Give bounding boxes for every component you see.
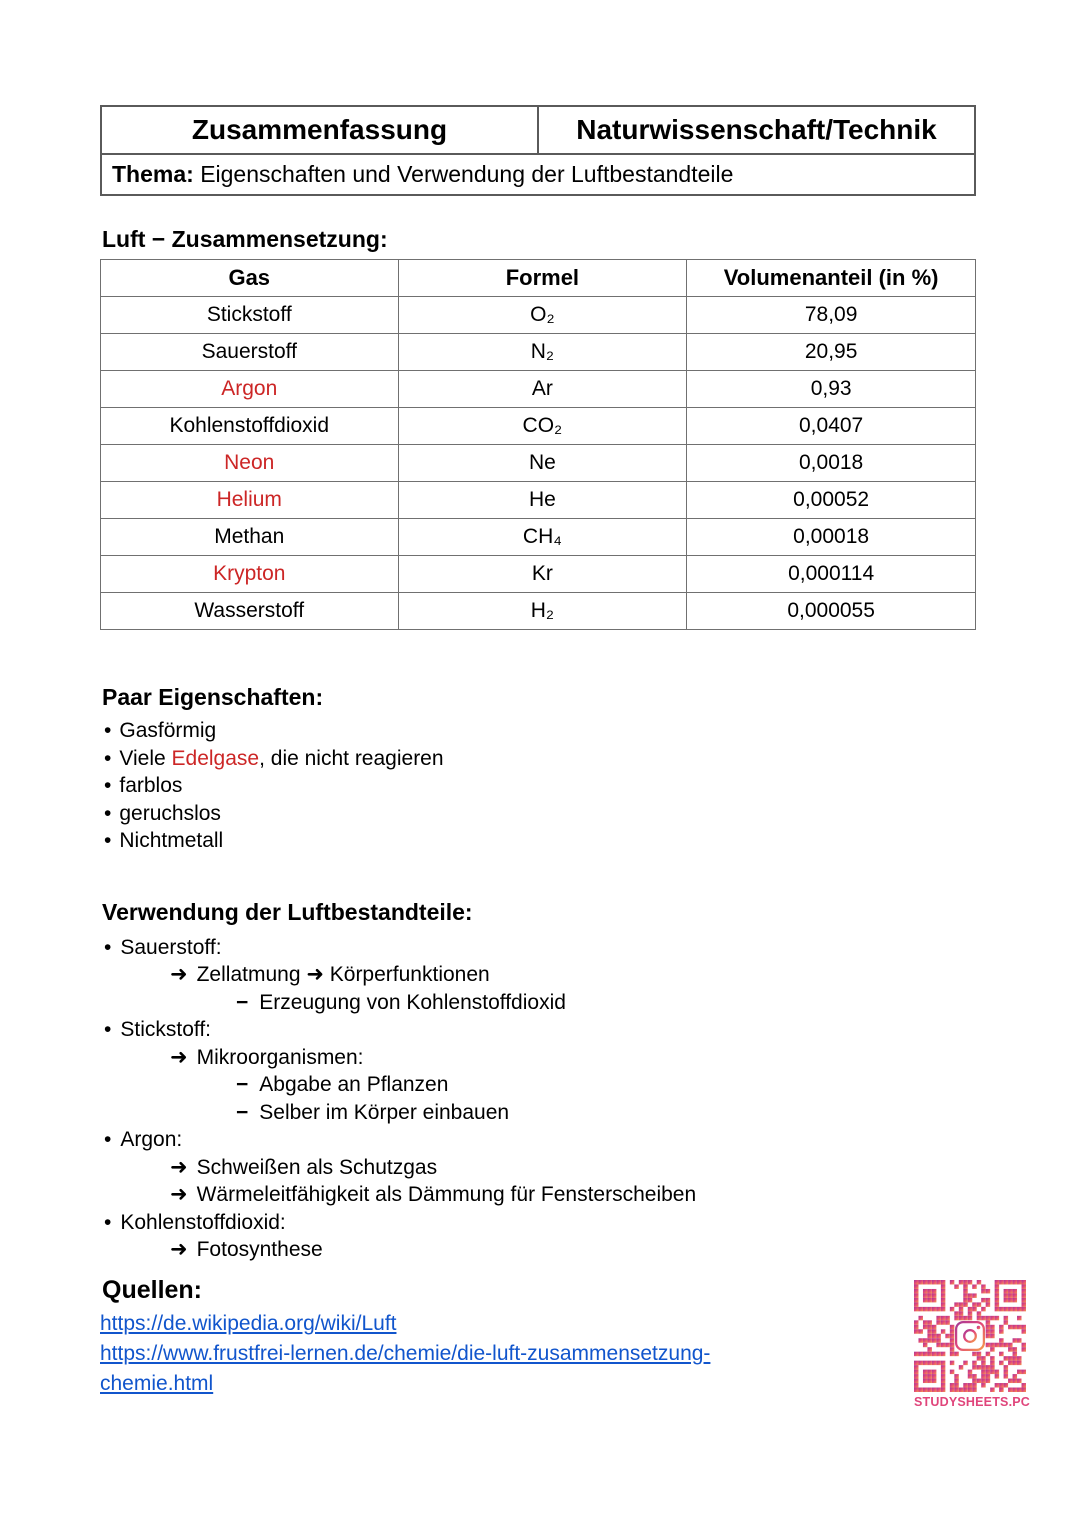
table-row xyxy=(101,371,976,408)
usage-line xyxy=(100,1044,976,1072)
usage-line xyxy=(100,1071,976,1099)
doc-type-title: Zusammenfassung xyxy=(101,106,538,154)
share-cell: 0,0407 xyxy=(687,408,976,445)
arrow-icon: ➜ xyxy=(170,1155,188,1179)
usage-text: Abgabe an Pflanzen xyxy=(259,1073,449,1096)
share-cell: 0,00052 xyxy=(687,482,976,519)
share-cell: 0,0018 xyxy=(687,445,976,482)
usage-text: Mikroorganismen: xyxy=(196,1045,364,1069)
usage-text: Kohlenstoffdioxid: xyxy=(120,1210,286,1234)
bullet-icon: • xyxy=(104,1210,112,1234)
table-row xyxy=(101,334,976,371)
gas-cell: Neon xyxy=(101,445,399,482)
property-text: Gasförmig xyxy=(119,719,217,742)
source-line xyxy=(100,1309,816,1339)
source-line xyxy=(100,1339,816,1399)
qr-brand-label: STUDYSHEETS.PC xyxy=(914,1395,1031,1409)
dash-icon: − xyxy=(236,1100,249,1124)
usage-text: Sauerstoff: xyxy=(120,935,222,959)
sources-links xyxy=(100,1309,816,1399)
share-cell: 0,000114 xyxy=(687,556,976,593)
property-item xyxy=(100,827,976,855)
usage-text: Schweißen als Schutzgas xyxy=(196,1155,438,1179)
property-text: , die nicht reagieren xyxy=(259,746,444,770)
gas-cell: Wasserstoff xyxy=(101,593,399,630)
subject-title: Naturwissenschaft/Technik xyxy=(538,106,975,154)
formula-cell: O₂ xyxy=(398,297,687,334)
bullet-icon: • xyxy=(104,801,112,825)
usage-text: Fotosynthese xyxy=(196,1238,323,1261)
table-row xyxy=(101,519,976,556)
table-header-row xyxy=(101,260,976,297)
table-row xyxy=(101,408,976,445)
formula-cell: H₂ xyxy=(398,593,687,630)
gas-cell: Methan xyxy=(101,519,399,556)
usage-line xyxy=(100,934,976,962)
topic-text: Eigenschaften und Verwendung der Luftbestandteile xyxy=(200,161,734,187)
share-cell: 0,93 xyxy=(687,371,976,408)
share-cell: 78,09 xyxy=(687,297,976,334)
topic-row xyxy=(101,154,975,195)
gas-cell: Argon xyxy=(101,371,399,408)
sources-title: Quellen: xyxy=(102,1275,203,1304)
composition-title: Luft − Zusammensetzung: xyxy=(102,226,388,252)
column-header: Volumenanteil (in %) xyxy=(687,260,976,297)
arrow-icon: ➜ xyxy=(170,1183,188,1206)
qr-block xyxy=(914,1280,1031,1409)
gas-cell: Krypton xyxy=(101,556,399,593)
column-header: Formel xyxy=(398,260,687,297)
properties-list xyxy=(100,717,976,855)
usage-line xyxy=(100,1016,976,1044)
property-text: geruchslos xyxy=(119,801,221,825)
bullet-icon: • xyxy=(104,1128,112,1151)
bullet-icon: • xyxy=(104,829,112,852)
property-item xyxy=(100,717,976,745)
gas-cell: Helium xyxy=(101,482,399,519)
composition-table xyxy=(100,259,976,630)
usage-text: Zellatmung ➜ Körperfunktionen xyxy=(196,963,490,986)
usage-text: Argon: xyxy=(120,1128,183,1151)
formula-cell: CH₄ xyxy=(398,519,687,556)
formula-cell: Ar xyxy=(398,371,687,408)
usage-text: Wärmeleitfähigkeit als Dämmung für Fensterscheiben xyxy=(196,1183,697,1206)
dash-icon: − xyxy=(236,1073,249,1096)
usage-title: Verwendung der Luftbestandteile: xyxy=(102,898,473,925)
formula-cell: He xyxy=(398,482,687,519)
usage-line xyxy=(100,1236,976,1264)
formula-cell: CO₂ xyxy=(398,408,687,445)
table-row xyxy=(101,445,976,482)
document-page xyxy=(100,105,976,1399)
bullet-icon: • xyxy=(104,746,112,770)
bullet-icon: • xyxy=(104,774,112,797)
property-item xyxy=(100,772,976,800)
bullet-icon: • xyxy=(104,1018,112,1041)
share-cell: 20,95 xyxy=(687,334,976,371)
usage-line xyxy=(100,1181,976,1209)
property-item xyxy=(100,745,976,773)
topic-label: Thema: xyxy=(112,161,194,187)
gas-cell: Stickstoff xyxy=(101,297,399,334)
formula-cell: Kr xyxy=(398,556,687,593)
bullet-icon: • xyxy=(104,719,112,742)
usage-text: Erzeugung von Kohlenstoffdioxid xyxy=(259,990,566,1014)
table-row xyxy=(101,556,976,593)
formula-cell: N₂ xyxy=(398,334,687,371)
gas-cell: Kohlenstoffdioxid xyxy=(101,408,399,445)
arrow-icon: ➜ xyxy=(170,1238,188,1261)
property-text: Edelgase xyxy=(171,746,260,770)
table-row xyxy=(101,297,976,334)
source-link[interactable]: https://de.wikipedia.org/wiki/Luft xyxy=(100,1311,397,1335)
usage-line xyxy=(100,1154,976,1182)
property-text: Viele xyxy=(119,746,172,770)
share-cell: 0,000055 xyxy=(687,593,976,630)
properties-title: Paar Eigenschaften: xyxy=(102,684,324,710)
qr-code-icon xyxy=(914,1280,1026,1392)
arrow-icon: ➜ xyxy=(170,1045,188,1069)
usage-list xyxy=(100,934,976,1264)
arrow-icon: ➜ xyxy=(170,963,188,986)
dash-icon: − xyxy=(236,990,249,1014)
header-table xyxy=(100,105,976,196)
property-text: Nichtmetall xyxy=(119,829,224,852)
usage-line xyxy=(100,1126,976,1154)
property-item xyxy=(100,800,976,828)
gas-cell: Sauerstoff xyxy=(101,334,399,371)
formula-cell: Ne xyxy=(398,445,687,482)
table-row xyxy=(101,482,976,519)
column-header: Gas xyxy=(101,260,399,297)
share-cell: 0,00018 xyxy=(687,519,976,556)
bullet-icon: • xyxy=(104,935,112,959)
table-row xyxy=(101,593,976,630)
usage-line xyxy=(100,1099,976,1127)
usage-text: Selber im Körper einbauen xyxy=(259,1100,510,1124)
usage-line xyxy=(100,989,976,1017)
usage-text: Stickstoff: xyxy=(120,1018,212,1041)
source-link[interactable]: https://www.frustfrei-lernen.de/chemie/die-luft-zusammensetzung-chemie.html xyxy=(100,1341,711,1395)
usage-line xyxy=(100,1209,976,1237)
property-text: farblos xyxy=(119,774,183,797)
usage-line xyxy=(100,961,976,989)
